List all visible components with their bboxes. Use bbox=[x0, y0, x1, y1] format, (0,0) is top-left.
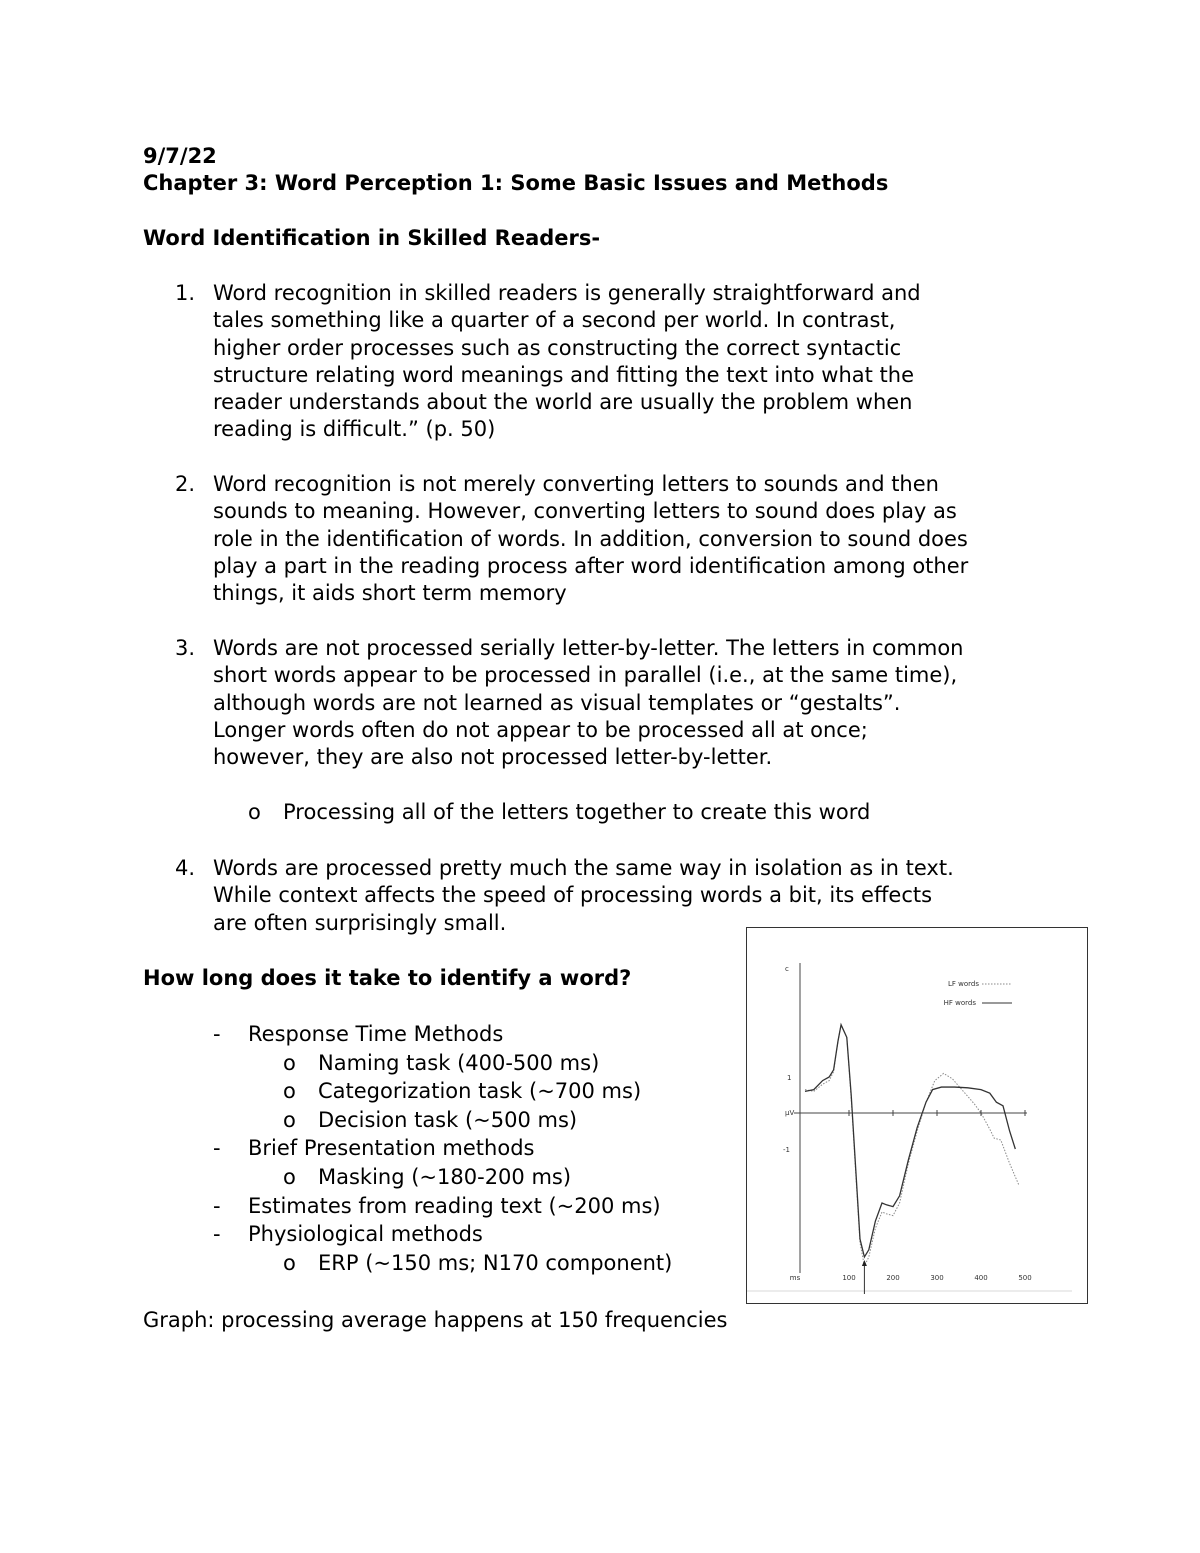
item-line: role in the identification of words. In addition, conversion to sound does bbox=[213, 526, 968, 551]
bullet-mark: - bbox=[213, 1193, 221, 1218]
bullet-mark: o bbox=[283, 1107, 296, 1132]
item-line: reader understands about the world are usually the problem when bbox=[213, 390, 913, 415]
item-line: higher order processes such as constructing the correct syntactic bbox=[213, 335, 902, 360]
method-text: Decision task (~500 ms) bbox=[318, 1107, 578, 1132]
item-line: are often surprisingly small. bbox=[213, 910, 507, 935]
item-line: short words appear to be processed in parallel (i.e., at the same time), bbox=[213, 663, 958, 688]
section-heading: Word Identification in Skilled Readers- bbox=[143, 226, 601, 250]
bullet-mark: o bbox=[248, 800, 261, 824]
method-text: Brief Presentation methods bbox=[248, 1136, 535, 1161]
erp-chart bbox=[747, 928, 1087, 1303]
item-number: 4. bbox=[175, 856, 196, 880]
x-tick-label: 500 bbox=[1018, 1274, 1032, 1282]
item-line: Words are processed pretty much the same way in isolation as in text. bbox=[213, 856, 954, 880]
bullet-mark: o bbox=[283, 1250, 296, 1275]
arrow-up-icon bbox=[862, 1260, 867, 1266]
item-line: Words are not processed serially letter-by-letter. The letters in common bbox=[213, 636, 964, 660]
method-text: Naming task (400-500 ms) bbox=[318, 1050, 600, 1075]
erp-figure bbox=[746, 927, 1088, 1304]
item-line: sounds to meaning. However, converting letters to sound does play as bbox=[213, 499, 957, 524]
y-axis-label: µV bbox=[785, 1109, 795, 1117]
item-number: 1. bbox=[175, 281, 196, 305]
y-tick-label: 1 bbox=[787, 1074, 792, 1082]
y-top-label: c bbox=[785, 965, 789, 973]
item-line: structure relating word meanings and fitting the text into what the bbox=[213, 362, 915, 387]
item-line: play a part in the reading process after word identification among other bbox=[213, 553, 969, 578]
legend-label: LF words bbox=[947, 980, 979, 988]
x-axis-label: ms bbox=[789, 1274, 801, 1282]
method-text: ERP (~150 ms; N170 component) bbox=[318, 1250, 673, 1275]
bullet-mark: - bbox=[213, 1136, 221, 1161]
x-tick-label: 400 bbox=[974, 1274, 988, 1282]
method-text: Physiological methods bbox=[248, 1222, 483, 1247]
item-number: 3. bbox=[175, 636, 196, 660]
bullet-mark: o bbox=[283, 1164, 296, 1189]
graph-note: Graph: processing average happens at 150 frequencies bbox=[143, 1308, 728, 1332]
x-tick-label: 200 bbox=[886, 1274, 900, 1282]
bullet-mark: o bbox=[283, 1050, 296, 1075]
item-line: Word recognition is not merely converting letters to sounds and then bbox=[213, 472, 939, 496]
bullet-mark: - bbox=[213, 1222, 221, 1247]
sub-bullet-text: Processing all of the letters together to create this word bbox=[283, 800, 871, 824]
item-line: While context affects the speed of processing words a bit, its effects bbox=[213, 883, 933, 908]
bullet-mark: o bbox=[283, 1079, 296, 1104]
item-line: however, they are also not processed letter-by-letter. bbox=[213, 745, 773, 770]
x-tick-label: 100 bbox=[842, 1274, 856, 1282]
item-line: reading is difficult.” (p. 50) bbox=[213, 417, 496, 442]
legend-label: HF words bbox=[943, 999, 976, 1007]
item-line: things, it aids short term memory bbox=[213, 581, 567, 606]
method-text: Categorization task (~700 ms) bbox=[318, 1079, 642, 1104]
item-line: Longer words often do not appear to be processed all at once; bbox=[213, 717, 868, 742]
series-line-hf-words bbox=[805, 1025, 1015, 1257]
section-heading: How long does it take to identify a word? bbox=[143, 966, 632, 990]
item-line: although words are not learned as visual templates or “gestalts”. bbox=[213, 690, 901, 715]
x-tick-label: 300 bbox=[930, 1274, 944, 1282]
date: 9/7/22 bbox=[143, 144, 217, 168]
item-line: tales something like a quarter of a second per world. In contrast, bbox=[213, 308, 896, 333]
method-text: Estimates from reading text (~200 ms) bbox=[248, 1193, 661, 1218]
method-text: Masking (~180-200 ms) bbox=[318, 1164, 572, 1189]
bullet-mark: - bbox=[213, 1022, 221, 1046]
y-tick-label: -1 bbox=[783, 1146, 790, 1154]
page-title: Chapter 3: Word Perception 1: Some Basic Issues and Methods bbox=[143, 171, 889, 195]
item-number: 2. bbox=[175, 472, 196, 496]
method-text: Response Time Methods bbox=[248, 1022, 504, 1046]
item-line: Word recognition in skilled readers is generally straightforward and bbox=[213, 281, 921, 305]
